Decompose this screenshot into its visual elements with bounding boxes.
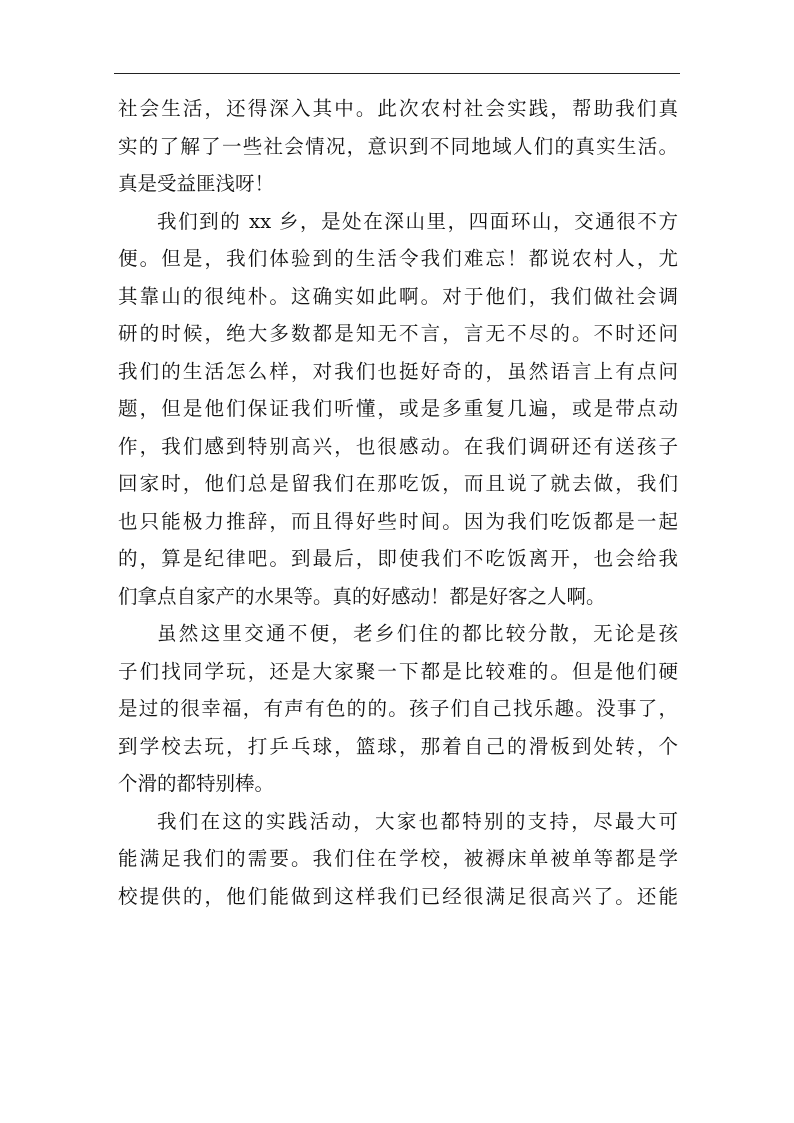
document-body (118, 90, 678, 915)
text-line: 社会生活，还得深入其中。此次农村社会实践，帮助我们真 (118, 97, 678, 120)
text-line: 也只能极力推辞，而且得好些时间。因为我们吃饭都是一起 (118, 509, 678, 533)
text-line: 我们的生活怎么样，对我们也挺好奇的，虽然语言上有点问 (118, 359, 678, 383)
text-line: 虽然这里交通不便，老乡们住的都比较分散，无论是孩 (157, 622, 678, 645)
header-rule (114, 73, 680, 74)
text-line: 便。但是，我们体验到的生活令我们难忘！都说农村人，尤 (118, 247, 678, 270)
text-line: 题，但是他们保证我们听懂，或是多重复几遍，或是带点动 (118, 397, 678, 420)
text-line: 实的了解了一些社会情况，意识到不同地域人们的真实生活。 (118, 134, 678, 158)
text-line: 个滑的都特别棒。 (118, 772, 275, 795)
text-line: 研的时候，绝大多数都是知无不言，言无不尽的。不时还问 (118, 322, 678, 345)
text-line: 我们到的 xx 乡，是处在深山里，四面环山，交通很不方 (157, 209, 678, 233)
text-line: 能满足我们的需要。我们住在学校，被褥床单被单等都是学 (118, 847, 678, 870)
text-line: 其靠山的很纯朴。这确实如此啊。对于他们，我们做社会调 (118, 284, 678, 308)
text-line: 子们找同学玩，还是大家聚一下都是比较难的。但是他们硬 (118, 659, 678, 683)
text-line: 作，我们感到特别高兴，也很感动。在我们调研还有送孩子 (118, 434, 678, 458)
text-line: 校提供的，他们能做到这样我们已经很满足很高兴了。还能 (118, 884, 678, 908)
text-line: 们拿点自家产的水果等。真的好感动！都是好客之人啊。 (118, 584, 606, 608)
text-line: 的，算是纪律吧。到最后，即使我们不吃饭离开，也会给我 (118, 547, 678, 570)
text-line: 到学校去玩，打乒乓球，篮球，那着自己的滑板到处转，个 (118, 734, 678, 758)
text-line: 回家时，他们总是留我们在那吃饭，而且说了就去做，我们 (118, 472, 678, 495)
text-line: 是过的很幸福，有声有色的的。孩子们自己找乐趣。没事了， (118, 697, 678, 720)
paragraph (118, 203, 678, 616)
text-line: 真是受益匪浅呀！ (118, 172, 275, 195)
paragraph (118, 90, 678, 203)
paragraph (118, 615, 678, 803)
text-line: 我们在这的实践活动，大家也都特别的支持，尽最大可 (157, 809, 678, 833)
paragraph (118, 803, 678, 916)
